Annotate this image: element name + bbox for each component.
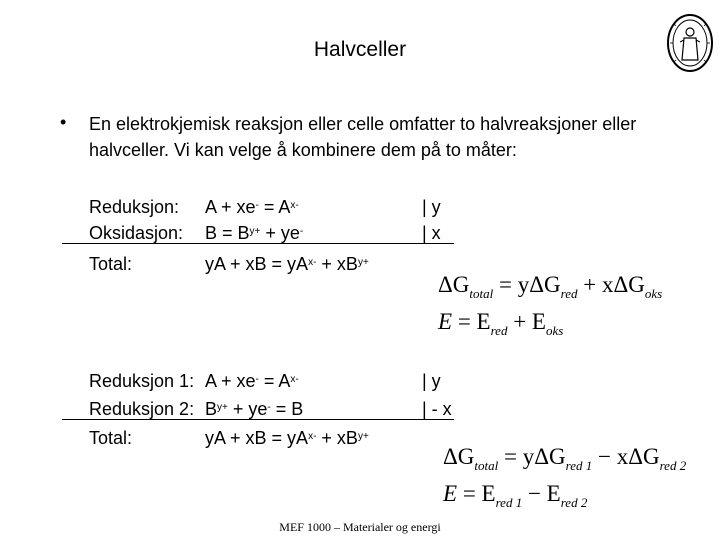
block1-row2-factor: | x bbox=[422, 223, 441, 243]
block2-total-equation: yA + xB = $yA^{x-} + xB^{y+}$ bbox=[205, 428, 369, 448]
block2-row1-factor: | y bbox=[422, 371, 441, 391]
block1-row1-equation: $A + xe^- = A^{x-}$ bbox=[205, 197, 299, 217]
block2-row1-equation: $A + xe^- = A^{x-}$ bbox=[205, 371, 299, 391]
formula-e-sum: $E = E_{red} + E_{oks}$ bbox=[438, 309, 564, 338]
bullet-text: En elektrokjemisk reaksjon eller celle omfatter to halvreaksjoner eller halvceller. Vi kan velge å kombinere dem på to måter: bbox=[89, 114, 637, 160]
block2-row1-label: Reduksjon 1: bbox=[89, 371, 195, 391]
block1-row1-label: Reduksjon: bbox=[89, 197, 180, 217]
block2-total-label: Total: bbox=[89, 428, 133, 448]
slide-title: Halvceller bbox=[313, 38, 407, 61]
block1-total-equation: yA + xB = $yA^{x-} + xB^{y+}$ bbox=[205, 254, 369, 274]
formula-dg-total-sum: $\Delta G_{total} = y\Delta G_{red} + x\Delta G_{oks}$ bbox=[438, 272, 663, 301]
block2-row2-factor: | - x bbox=[422, 399, 452, 419]
formula-e-diff: $E = E_{red 1} - E_{red 2}$ bbox=[443, 481, 588, 510]
block2-row2-label: Reduksjon 2: bbox=[89, 399, 195, 419]
formula-dg-total-diff: $\Delta G_{total} = y\Delta G_{red 1} - x\Delta G_{red 2}$ bbox=[443, 444, 687, 473]
bullet-dot: • bbox=[60, 112, 67, 132]
block2-sum-rule bbox=[62, 419, 454, 420]
block1-row1-factor: | y bbox=[422, 197, 441, 217]
slide-footer: MEF 1000 – Materialer og energi bbox=[279, 520, 441, 534]
block1-total-label: Total: bbox=[89, 254, 133, 274]
block1-row2-label: Oksidasjon: bbox=[89, 223, 184, 243]
block2-row2-equation: $B^{y+} + ye^- = B$ bbox=[205, 399, 304, 419]
block1-row2-equation: $B = B^{y+} + ye^-$ bbox=[205, 223, 304, 243]
block1-sum-rule bbox=[62, 243, 454, 244]
